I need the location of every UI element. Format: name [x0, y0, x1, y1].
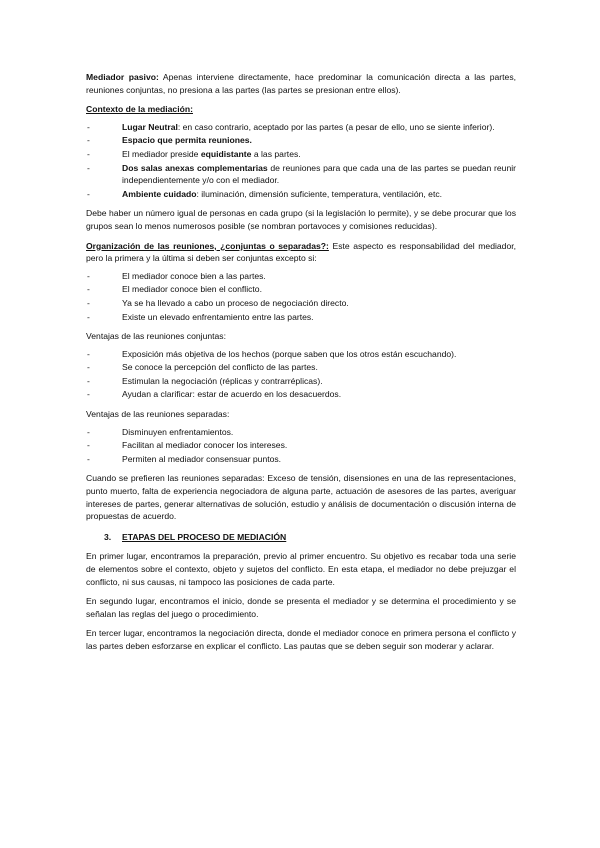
list-item: - Exposición más objetiva de los hechos (porque saben que los otros están escuchando). — [87, 348, 457, 359]
list-item: - El mediador conoce bien a las partes. — [87, 270, 266, 281]
paragraph-tercer-lugar: En tercer lugar, encontramos la negociación directa, donde el mediador conoce en primera persona el conflicto y las partes deben esforzarse en explicar el conflicto. Las pautas que se deben seguir son moderar y aclarar. — [86, 628, 516, 651]
list-item: - Disminuyen enfrentamientos. — [87, 426, 234, 437]
list-item: - Ambiente cuidado: iluminación, dimensión suficiente, temperatura, ventilación, etc. — [87, 188, 443, 199]
term-mediador-pasivo: Mediador pasivo: — [86, 72, 159, 82]
paragraph-organizacion: Organización de las reuniones, ¿conjuntas o separadas?: Este aspecto es responsabilidad del mediador, pero la primera y la última si deben ser conjuntas excepto si: — [86, 240, 516, 264]
paragraph-segundo-lugar: En segundo lugar, encontramos el inicio, donde se presenta el mediador y se determina el procedimiento y se señalan las reglas del juego o procedimiento. — [86, 596, 516, 619]
heading-contexto: Contexto de la mediación: — [86, 104, 193, 115]
list-item: - Espacio que permita reuniones. — [87, 135, 252, 146]
list-contexto — [86, 121, 516, 201]
paragraph-numero-igual: Debe haber un número igual de personas en cada grupo (si la legislación lo permite), y se debe procurar que los grupos sean lo menos numerosos posible (se nombran portavoces y comisiones reducidas). — [86, 208, 516, 231]
paragraph-mediador-pasivo — [86, 71, 516, 96]
list-ventajas-separadas — [86, 426, 516, 466]
section-title: ETAPAS DEL PROCESO DE MEDIACIÓN — [122, 531, 287, 542]
list-item: - Facilitan al mediador conocer los intereses. — [87, 440, 288, 451]
heading-organizacion: Organización de las reuniones, ¿conjuntas o separadas?: — [86, 240, 329, 251]
list-item: - El mediador preside equidistante a las partes. — [87, 148, 301, 159]
list-ventajas-conjuntas — [86, 348, 516, 401]
heading-ventajas-conjuntas: Ventajas de las reuniones conjuntas: — [86, 331, 226, 342]
list-item: - Ayudan a clarificar: estar de acuerdo en los desacuerdos. — [87, 389, 342, 400]
list-item: - Permiten al mediador consensuar puntos. — [87, 453, 282, 464]
list-item: - El mediador conoce bien el conflicto. — [87, 284, 262, 295]
text-mediador-pasivo: Apenas interviene directamente, hace predominar la comunicación directa a las partes, reuniones conjuntas, no presiona a las partes (las partes se presionan entre ellos). — [86, 72, 517, 95]
list-item: - Lugar Neutral: en caso contrario, aceptado por las partes (a pesar de ello, uno se siente inferior). — [87, 121, 495, 132]
list-item: - Estimulan la negociación (réplicas y contrarréplicas). — [87, 375, 323, 386]
list-item: - Dos salas anexas complementarias de reuniones para que cada una de las partes se puedan reunir independientemente y/o con el mediador. — [87, 162, 516, 186]
paragraph-primer-lugar: En primer lugar, encontramos la preparación, previo al primer encuentro. Su objetivo es recabar toda una serie de elementos sobre el contexto, objeto y sujetos del conflicto. En esta etapa, el mediador no debe prejuzgar el conflicto, ni sus causas, ni tampoco las posiciones de cada parte. — [86, 551, 516, 587]
heading-ventajas-separadas: Ventajas de las reuniones separadas: — [86, 409, 230, 420]
paragraph-cuando-separadas: Cuando se prefieren las reuniones separadas: Exceso de tensión, disensiones en una de las representaciones, punto muerto, falta de experiencia negociadora de alguna parte, actuación de asesores de las partes, averiguar intereses de partes, generar alternativas de solución, estudio y análisis de documentación o discusión interna de propuestas de acuerdo. — [86, 473, 516, 522]
list-item: - Ya se ha llevado a cabo un proceso de negociación directo. — [87, 297, 349, 308]
list-organizacion — [86, 270, 516, 323]
list-item: - Existe un elevado enfrentamiento entre las partes. — [87, 311, 314, 322]
section-number: 3. — [104, 531, 112, 542]
section-heading-etapas — [86, 531, 516, 544]
list-item: - Se conoce la percepción del conflicto de las partes. — [87, 362, 318, 373]
